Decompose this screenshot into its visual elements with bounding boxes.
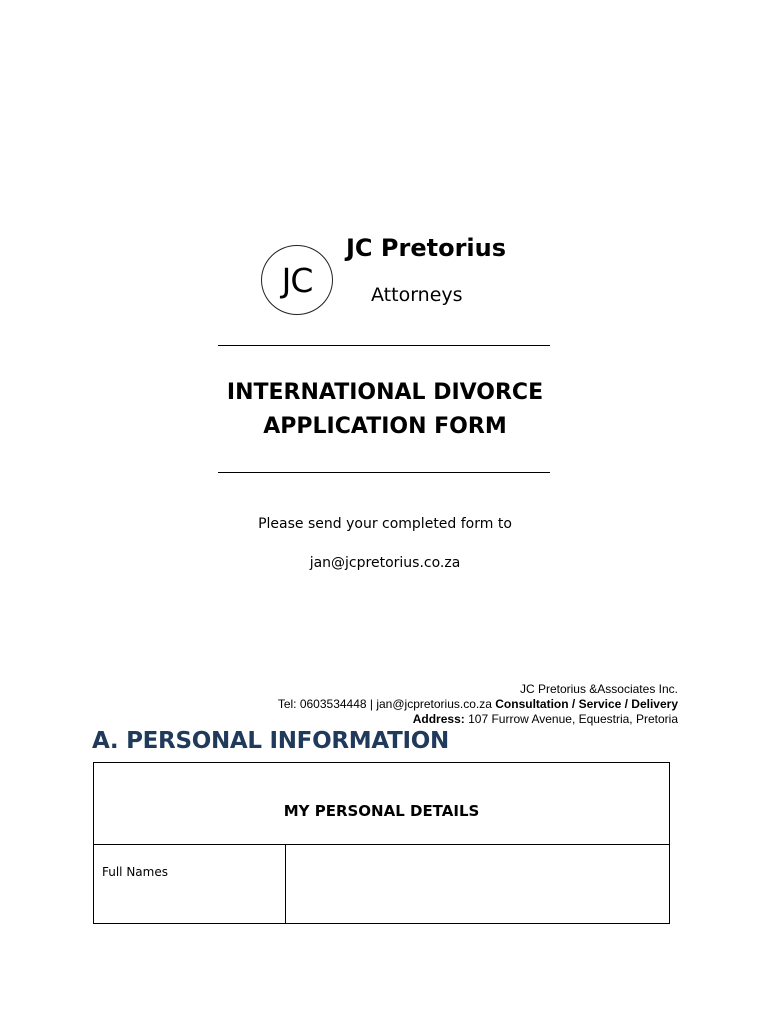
logo-monogram: JC [261,245,333,315]
logo-subtitle: Attorneys [371,284,463,306]
logo-firm-name: JC Pretorius [346,234,506,262]
top-divider [218,345,550,346]
full-names-label: Full Names [94,845,286,924]
footer-services: Consultation / Service / Delivery [495,697,678,711]
letterhead-footer [278,682,678,727]
footer-contact: Tel: 0603534448 | jan@jcpretorius.co.za [277,697,492,711]
full-names-field[interactable] [286,845,669,924]
section-heading: A. PERSONAL INFORMATION [92,728,449,754]
footer-company: JC Pretorius &Associates Inc. [519,682,678,696]
personal-details-table [93,762,670,924]
table-title: MY PERSONAL DETAILS [94,763,669,845]
footer-address: 107 Furrow Avenue, Equestria, Pretoria [468,712,678,726]
footer-address-line [278,712,678,727]
instructions-text: Please send your completed form to [258,516,512,532]
form-title-line-2: APPLICATION FORM [263,414,507,439]
bottom-divider [218,472,550,473]
form-title-line-1: INTERNATIONAL DIVORCE [226,380,544,405]
footer-address-label: Address: [412,712,465,726]
form-title [0,376,770,444]
instructions-email: jan@jcpretorius.co.za [309,555,461,571]
footer-contact-line [278,697,678,712]
